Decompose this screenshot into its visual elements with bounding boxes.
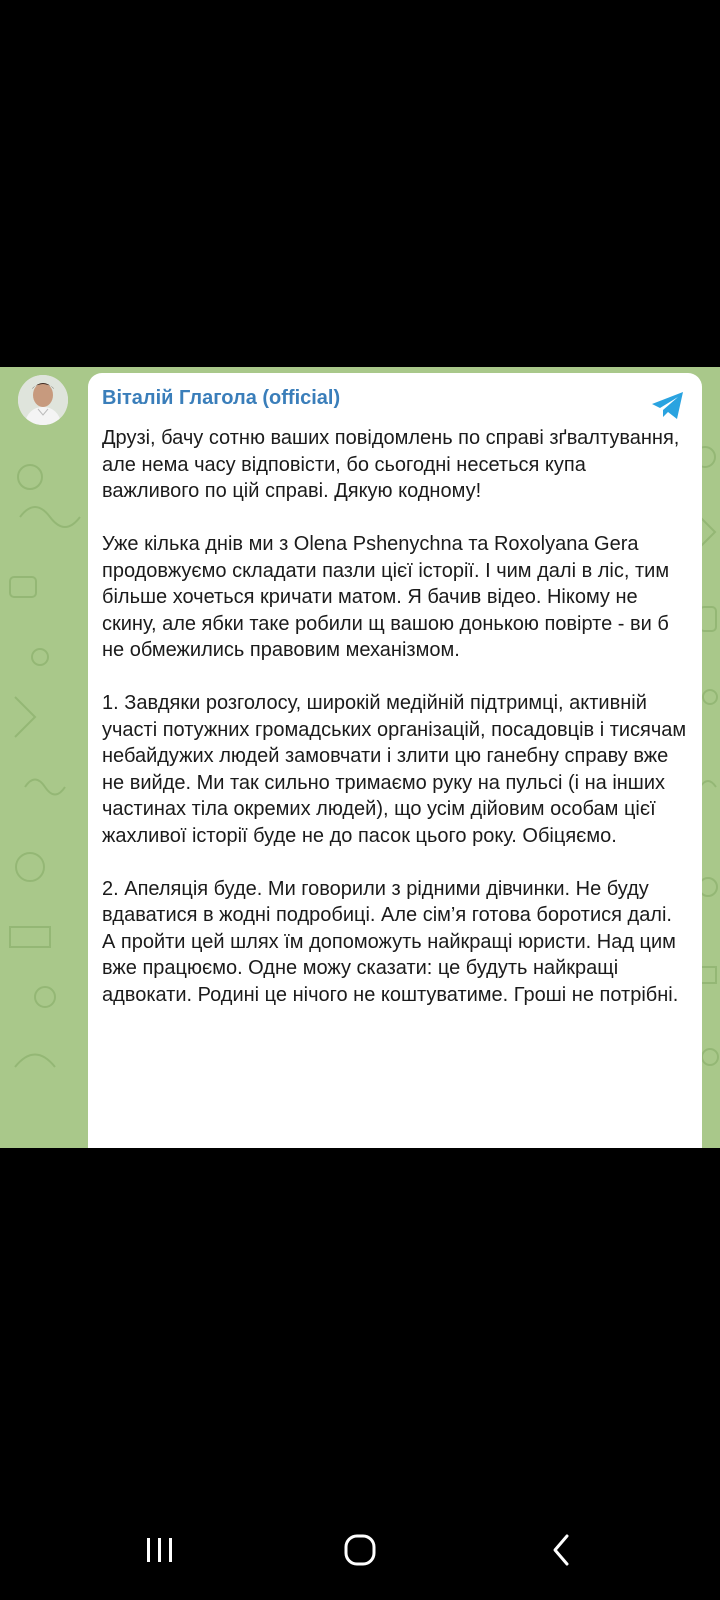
message-bubble [88,373,702,1148]
channel-avatar[interactable] [18,375,68,425]
home-icon[interactable] [330,1530,390,1570]
message-text: Друзі, бачу сотню ваших повідомлень по справі зґвалтування, але нема часу відповісти, бо сьогодні несеться купа важливого по цій справі. Дякую кодному! Уже кілька днів ми з Olena Pshenychna та Roxolyana Gera продовжуємо складати пазли цієї історії. І чим далі в ліс, тим більше хочеться кричати матом. Я бачив відео. Нікому не скину, але ябки таке робили щ вашою донькою повірте - ви б не обмежились правовим механізмом. 1. Завдяки розголосу, широкій медійній підтримці, активній участі потужних громадських організацій, посадовців і тисячам небайдужих людей замовчати і злити цю ганебну справу вже не вийде. Ми так сильно тримаємо руку на пульсі (і на інших частинах тіла окремих людей), що усім дійовим особам цієї жахливої історії буде не до пасок цього року. Обіцяємо. 2. Апеляція буде. Ми говорили з рідними дівчинки. Не буду вдаватися в жодні подробиці. Але сім’я готова боротися далі. А пройти цей шлях їм допоможуть найкращі юристи. Над цим вже працюємо. Одне можу сказати: це будуть найкращі адвокати. Родині це нічого не коштуватиме. Гроші не потрібні. [102,427,687,1006]
back-icon[interactable] [533,1530,593,1570]
telegram-share-icon[interactable] [648,385,688,425]
avatar-photo-icon [18,375,68,425]
recents-icon[interactable] [130,1530,190,1570]
system-navigation-bar [0,1500,720,1600]
chat-area [0,367,720,1148]
channel-name[interactable]: Віталій Глагола (official) [102,387,341,409]
